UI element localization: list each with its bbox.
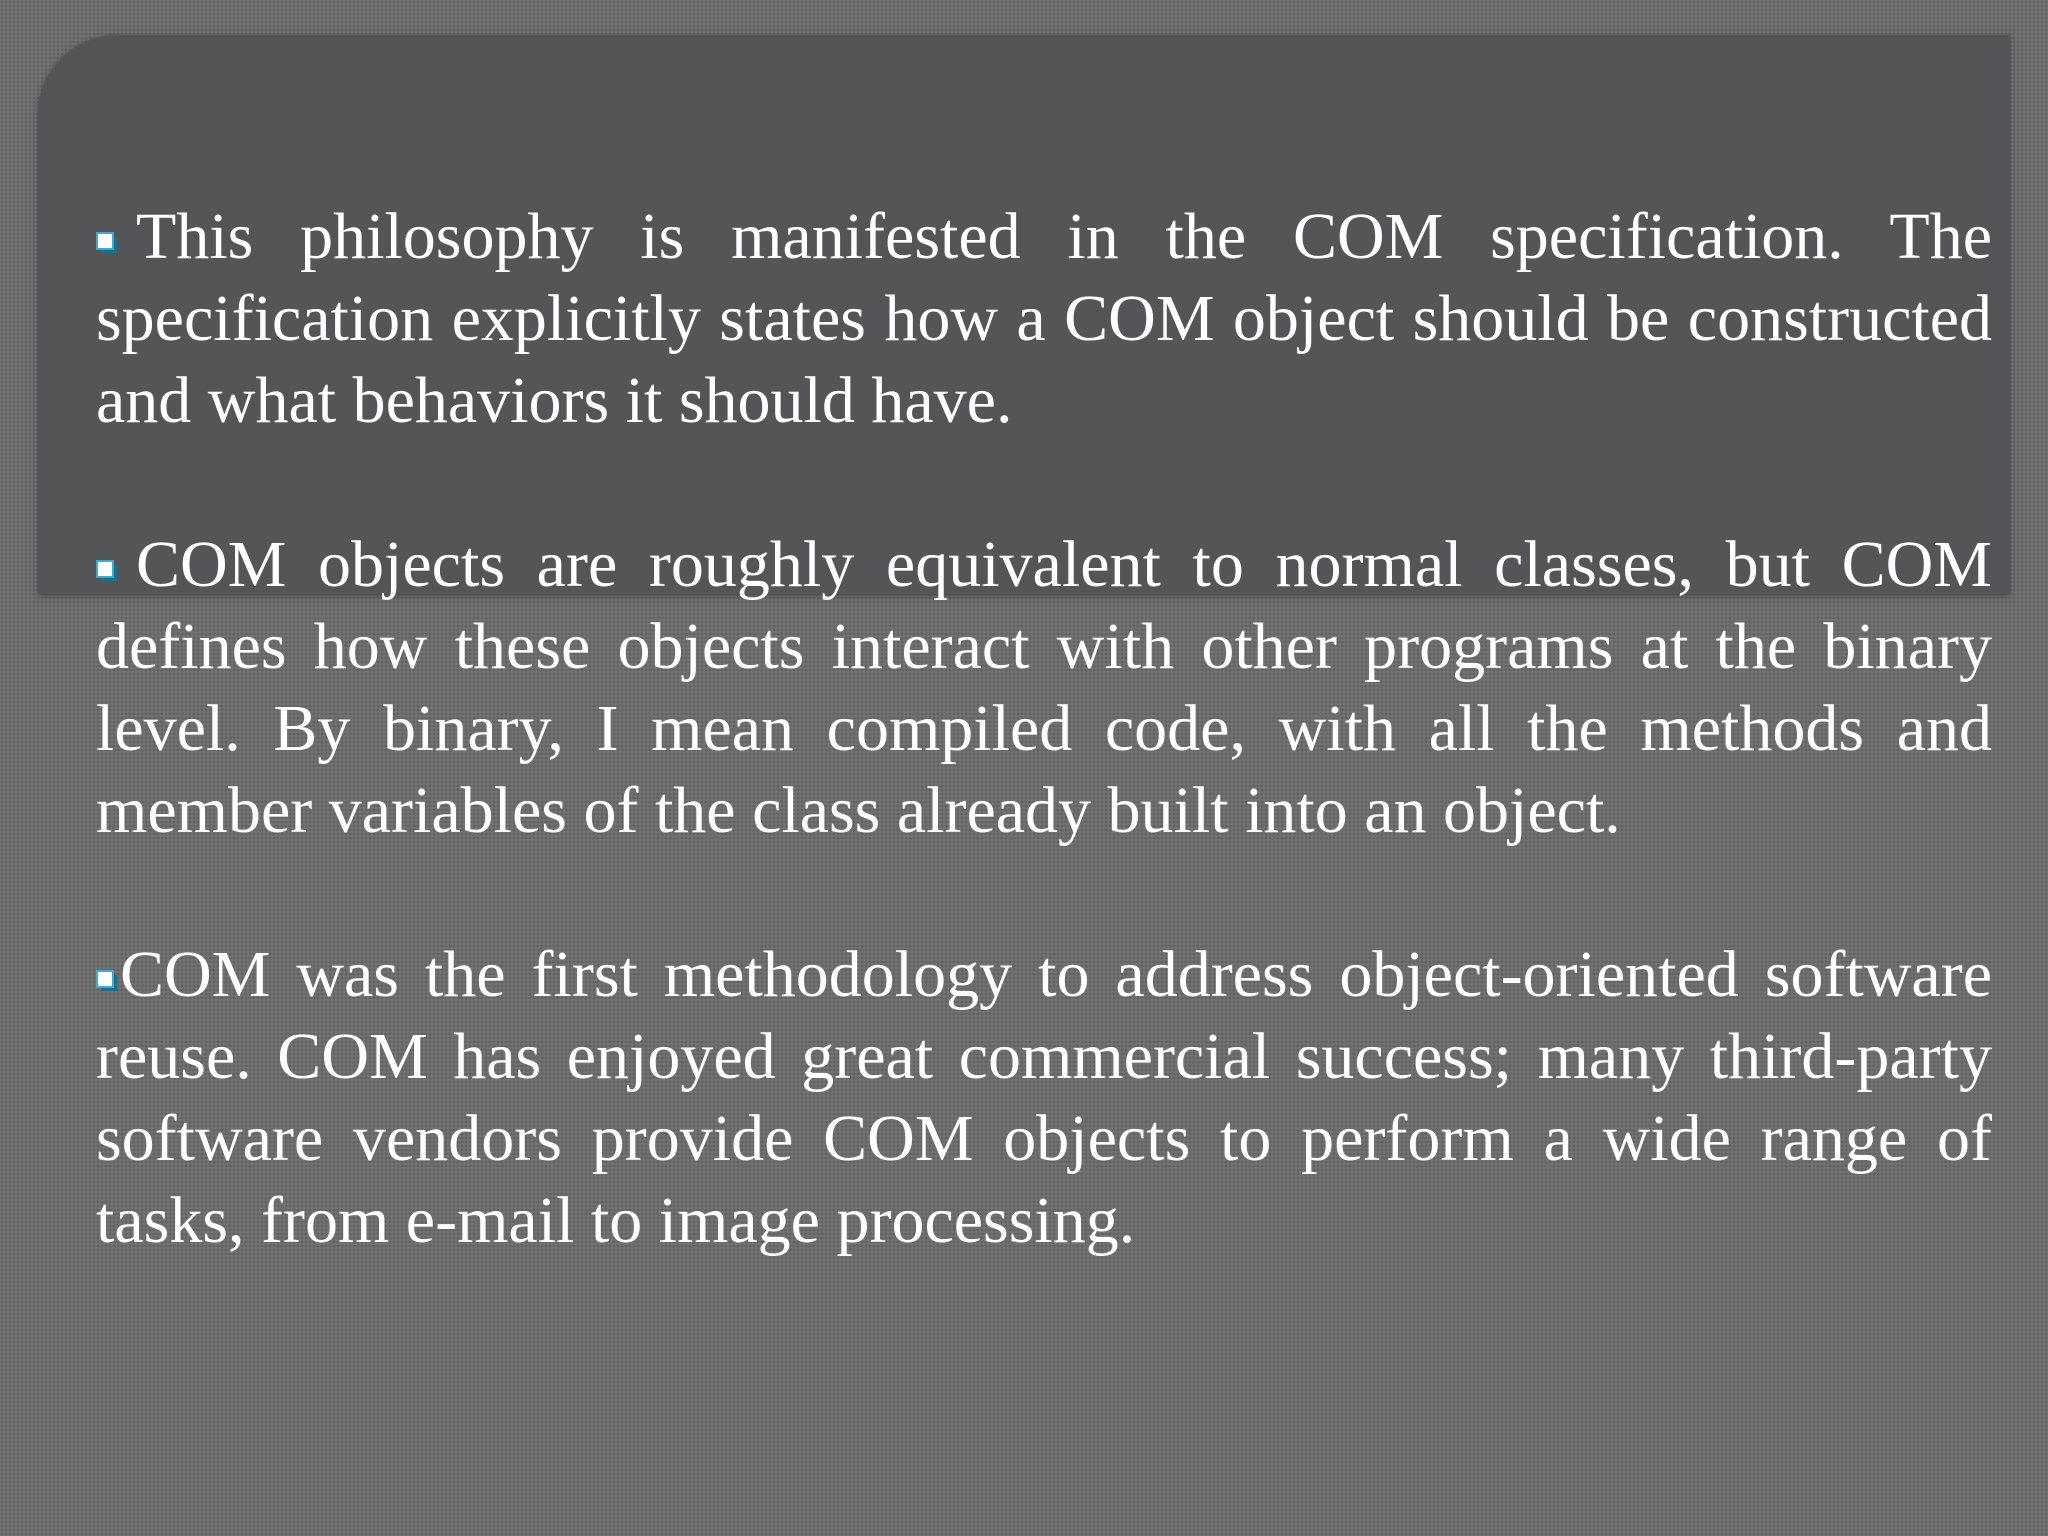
paragraph-text: COM was the first methodology to address object-oriented software reuse. COM has enjoyed great commercial success; many third-party software vendors provide COM objects to perform a wide range of tasks, from e-mail to image processing. xyxy=(96,938,1992,1257)
slide-body xyxy=(96,196,1992,1344)
square-bullet-icon xyxy=(96,970,118,992)
square-bullet-icon xyxy=(96,232,118,254)
paragraph-text: COM objects are roughly equivalent to normal classes, but COM defines how these objects interact with other programs at the binary level. By binary, I mean compiled code, with all the methods and member variables of the class already built into an object. xyxy=(96,528,1992,847)
paragraph-text: This philosophy is manifested in the COM specification. The specification explicitly states how a COM object should be constructed and what behaviors it should have. xyxy=(96,200,1992,437)
bullet-paragraph-2 xyxy=(96,524,1992,852)
square-bullet-icon xyxy=(96,560,118,582)
bullet-paragraph-1 xyxy=(96,196,1992,442)
bullet-paragraph-3 xyxy=(96,934,1992,1262)
